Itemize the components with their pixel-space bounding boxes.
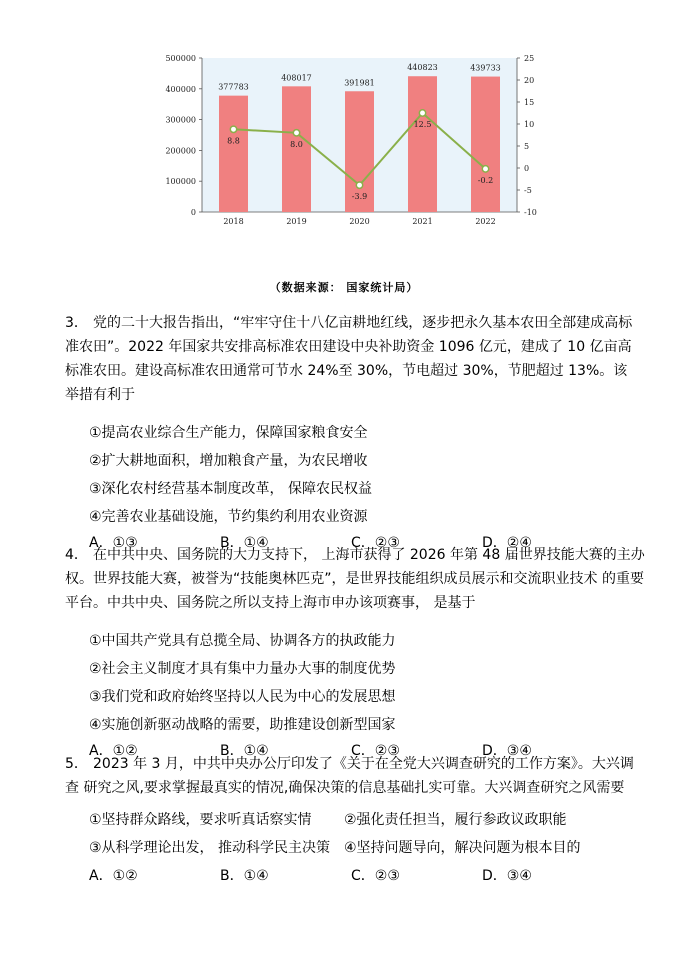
line-value-label: 8.0: [290, 139, 303, 149]
choice-d[interactable]: D．②④: [482, 535, 532, 551]
question-number: 3．: [65, 315, 88, 331]
y-tick-label-left: 500000: [165, 54, 196, 63]
choice-c[interactable]: C．②③: [351, 868, 400, 884]
y-tick-label-left: 400000: [165, 84, 196, 94]
statement-item: ②强化责任担当，履行参政议政职能: [344, 812, 567, 828]
y-tick-label-left: 100000: [165, 177, 196, 187]
statement-item: ③我们党和政府始终坚持以人民为中心的发展思想: [89, 689, 396, 705]
line-point: [356, 182, 362, 188]
line-point: [482, 166, 488, 172]
bar-value-label: 440823: [407, 63, 438, 73]
statement-item: ①中国共产党具有总揽全局、协调各方的执政能力: [89, 633, 396, 649]
statement-item: ②扩大耕地面积，增加粮食产量，为农民增收: [89, 453, 368, 469]
choice-b[interactable]: B．①④: [220, 535, 269, 551]
x-tick-label: 2021: [412, 217, 433, 226]
choice-b[interactable]: B．①④: [220, 868, 269, 884]
choice-a[interactable]: A．①③: [89, 535, 138, 551]
statement-item: ③深化农村经营基本制度改革， 保障农民权益: [89, 481, 372, 497]
choice-c[interactable]: C．②③: [351, 535, 400, 551]
bar: [471, 77, 500, 212]
y-tick-label-left: 200000: [165, 146, 196, 156]
y-tick-label-right: 0: [524, 164, 530, 173]
question-number: 4．: [65, 547, 88, 563]
statement-item: ②社会主义制度才具有集中力量办大事的制度优势: [89, 661, 396, 677]
line-point: [230, 126, 236, 132]
bar: [219, 96, 248, 212]
line-value-label: 12.5: [413, 120, 432, 129]
statement-item: ④坚持问题导向，解决问题为根本目的: [344, 840, 581, 856]
choice-b[interactable]: B．①④: [220, 743, 269, 759]
choice-d[interactable]: D．③④: [482, 868, 532, 884]
choice-a[interactable]: A．①②: [89, 868, 138, 884]
line-value-label: -3.9: [351, 192, 368, 202]
y-tick-label-right: -5: [524, 186, 532, 195]
data-source-note: （数据来源： 国家统计局）: [269, 281, 419, 294]
bar-line-chart: [0, 0, 688, 240]
y-tick-label-right: 5: [524, 142, 530, 151]
question-number: 5．: [65, 756, 88, 772]
y-tick-label-right: 10: [524, 120, 535, 129]
statement-item: ③从科学理论出发， 推动科学民主决策: [89, 840, 330, 856]
question-stem: 3． 党的二十大报告指出，“牢牢守住十八亿亩耕地红线，逐步把永久基本农田全部建成高标准农田”。2022 年国家共安排高标准农田建设中央补助资金 1096 亿元，建成了 10 亿亩高标准农田。建设高标准农田通常可节水 24%至 30%，节电超过 30%，节肥超过 13%。该 举措有利于: [65, 311, 645, 407]
y-tick-label-right: 20: [524, 76, 535, 85]
bar: [282, 86, 311, 212]
line-value-label: 8.8: [227, 136, 240, 146]
x-tick-label: 2020: [349, 217, 370, 226]
x-tick-label: 2022: [475, 217, 496, 226]
statement-item: ①提高农业综合生产能力，保障国家粮食安全: [89, 425, 368, 441]
line-value-label: -0.2: [477, 175, 494, 185]
choice-c[interactable]: C．②③: [351, 743, 400, 759]
statement-row: [65, 808, 645, 832]
bar: [408, 76, 437, 212]
y-tick-label-left: 0: [190, 208, 196, 217]
question-stem: 4． 在中共中央、国务院的大力支持下， 上海市获得了 2026 年第 48 届世界技能大赛的主办 权。世界技能大赛，被誉为“技能奥林匹克”，是世界技能组织成员展示和交流职业技术 的重要平台。中共中央、国务院之所以支持上海市申办该项赛事， 是基于: [65, 543, 645, 615]
choice-a[interactable]: A．①②: [89, 743, 138, 759]
statement-item: ④完善农业基础设施，节约集约利用农业资源: [89, 509, 368, 525]
bar-value-label: 439733: [470, 63, 501, 73]
choice-d[interactable]: D．③④: [482, 743, 532, 759]
y-tick-label-right: -10: [524, 208, 537, 217]
line-point: [293, 130, 299, 136]
question-stem: 5． 2023 年 3 月，中共中央办公厅印发了《关于在全党大兴调查研究的工作方案》。大兴调查 研究之风,要求掌握最真实的情况,确保决策的信息基础扎实可靠。大兴调查研究之风需要: [65, 752, 645, 800]
x-tick-label: 2019: [286, 217, 307, 226]
y-tick-label-left: 300000: [165, 115, 196, 125]
bar-value-label: 377783: [218, 82, 249, 92]
statement-item: ④实施创新驱动战略的需要，助推建设创新型国家: [89, 717, 396, 733]
answer-choices: [65, 864, 645, 888]
statement-row: [65, 836, 645, 860]
question-3: [65, 311, 645, 555]
question-5: [65, 752, 645, 888]
line-point: [419, 110, 425, 116]
question-4: [65, 543, 645, 763]
bar-value-label: 391981: [344, 78, 375, 88]
bar-value-label: 408017: [281, 73, 312, 83]
x-tick-label: 2018: [223, 217, 244, 226]
y-tick-label-right: 25: [524, 54, 535, 63]
y-tick-label-right: 15: [524, 98, 535, 107]
statement-item: ①坚持群众路线，要求听真话察实情: [89, 812, 312, 828]
